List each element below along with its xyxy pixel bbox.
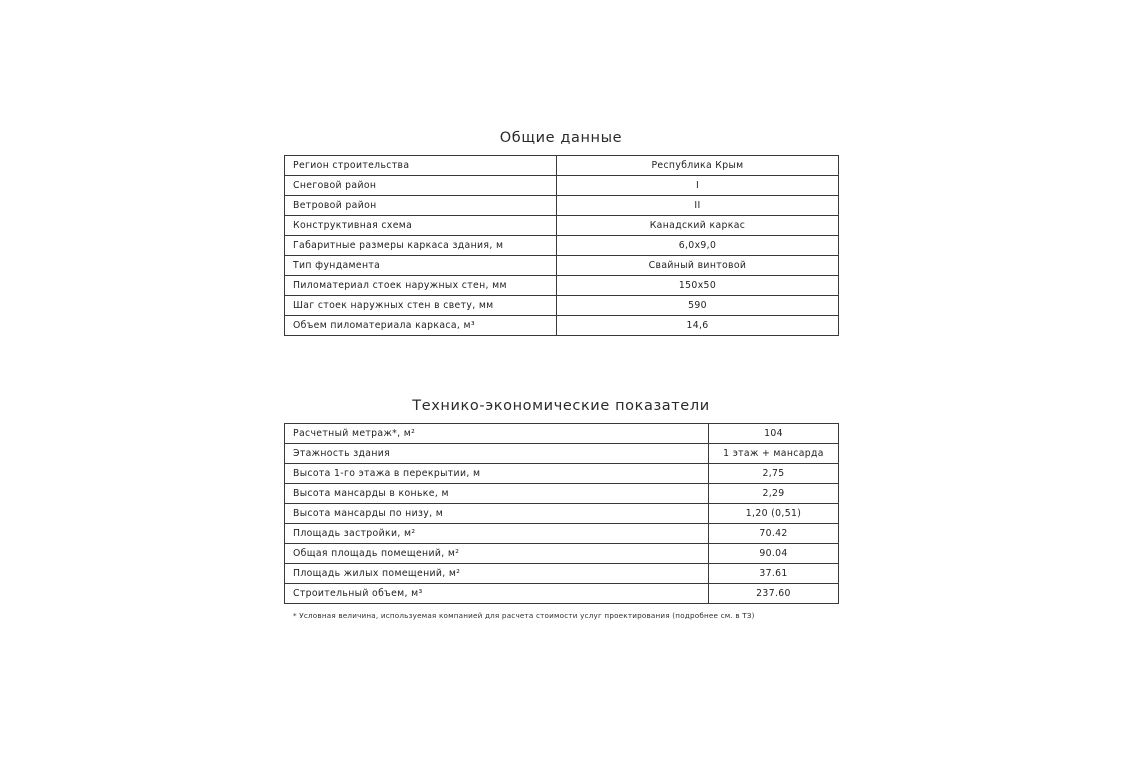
row-value: 590 bbox=[557, 296, 839, 316]
table-row bbox=[285, 216, 839, 236]
table-row bbox=[285, 276, 839, 296]
row-label: Расчетный метраж*, м² bbox=[285, 424, 709, 444]
general-data-block bbox=[284, 130, 838, 336]
row-label: Площадь жилых помещений, м² bbox=[285, 564, 709, 584]
table-row bbox=[285, 564, 839, 584]
row-value: 237.60 bbox=[709, 584, 839, 604]
table-row bbox=[285, 156, 839, 176]
row-value: 2,29 bbox=[709, 484, 839, 504]
table-row bbox=[285, 296, 839, 316]
row-label: Конструктивная схема bbox=[285, 216, 557, 236]
row-label: Высота мансарды в коньке, м bbox=[285, 484, 709, 504]
table-row bbox=[285, 196, 839, 216]
general-data-table bbox=[284, 155, 839, 336]
table-row bbox=[285, 464, 839, 484]
table-row bbox=[285, 544, 839, 564]
teo-footnote: * Условная величина, используемая компанией для расчета стоимости услуг проектирования (подробнее см. в ТЗ) bbox=[293, 611, 755, 620]
row-value: 14,6 bbox=[557, 316, 839, 336]
table-row bbox=[285, 424, 839, 444]
table-row bbox=[285, 484, 839, 504]
row-value: Республика Крым bbox=[557, 156, 839, 176]
row-label: Общая площадь помещений, м² bbox=[285, 544, 709, 564]
table-row bbox=[285, 504, 839, 524]
row-label: Объем пиломатериала каркаса, м³ bbox=[285, 316, 557, 336]
row-label: Пиломатериал стоек наружных стен, мм bbox=[285, 276, 557, 296]
table-row bbox=[285, 176, 839, 196]
general-data-title: Общие данные bbox=[499, 130, 623, 146]
row-label: Ветровой район bbox=[285, 196, 557, 216]
table-row bbox=[285, 584, 839, 604]
row-label: Высота мансарды по низу, м bbox=[285, 504, 709, 524]
row-value: 2,75 bbox=[709, 464, 839, 484]
row-label: Тип фундамента bbox=[285, 256, 557, 276]
row-value: 90.04 bbox=[709, 544, 839, 564]
row-value: 104 bbox=[709, 424, 839, 444]
table-row bbox=[285, 256, 839, 276]
row-label: Высота 1-го этажа в перекрытии, м bbox=[285, 464, 709, 484]
row-value: 6,0х9,0 bbox=[557, 236, 839, 256]
table-row bbox=[285, 236, 839, 256]
row-label: Площадь застройки, м² bbox=[285, 524, 709, 544]
row-value: I bbox=[557, 176, 839, 196]
row-value: 37.61 bbox=[709, 564, 839, 584]
row-label: Этажность здания bbox=[285, 444, 709, 464]
table-row bbox=[285, 316, 839, 336]
row-label: Шаг стоек наружных стен в свету, мм bbox=[285, 296, 557, 316]
table-row bbox=[285, 524, 839, 544]
table-row bbox=[285, 444, 839, 464]
row-value: 1 этаж + мансарда bbox=[709, 444, 839, 464]
row-value: II bbox=[557, 196, 839, 216]
row-value: Свайный винтовой bbox=[557, 256, 839, 276]
row-label: Строительный объем, м³ bbox=[285, 584, 709, 604]
row-label: Снеговой район bbox=[285, 176, 557, 196]
row-label: Габаритные размеры каркаса здания, м bbox=[285, 236, 557, 256]
row-value: 1,20 (0,51) bbox=[709, 504, 839, 524]
row-label: Регион строительства bbox=[285, 156, 557, 176]
teo-block bbox=[284, 398, 838, 620]
row-value: 150х50 bbox=[557, 276, 839, 296]
row-value: Канадский каркас bbox=[557, 216, 839, 236]
teo-table bbox=[284, 423, 839, 604]
teo-title: Технико-экономические показатели bbox=[412, 398, 710, 414]
row-value: 70.42 bbox=[709, 524, 839, 544]
